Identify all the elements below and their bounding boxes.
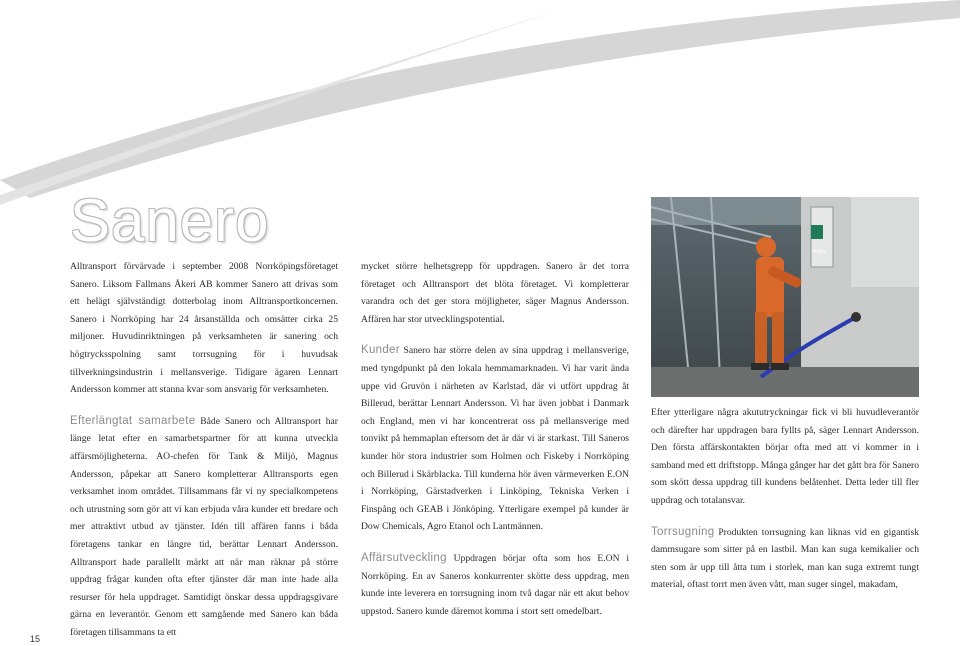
intro-paragraph: Alltransport förvärvade i september 2008 Norrköpingsföretaget Sanero. Liksom Fallmans Åkeri AB kommer Sanero att drivas som ett helägt självständigt dotterbolag inom Alltransportkoncernen. Sanero i Norrköping har 24 årsanställda och omsätter cirka 25 miljoner. Huvudinriktningen på verksamheten är sanering och högtrycksspolning samt torrsugning för i huvudsak tillverkningsindustrin i mellansverige. Tidigare ägaren Lennart Andersson kommer att stanna kvar som ansvarig för verksamheten. [70,261,338,396]
section-affarsutveckling [361,550,629,620]
section-heading: Kunder [361,344,400,357]
section-kunder [361,342,629,536]
continuation-paragraph: Efter ytterligare några akututryckningar fick vi bli huvudleverantör och därefter har uppdragen bara fyllts på, säger Lennart Andersson. Den första affärskontakten börjar ofta med att vi kommer in i samband med ett driftstopp. Många gånger har det gått bra för Sanero som skött dessa uppdrag till kundens belåtenhet. Detta leder till fler uppdrag och totalansvar. [651,407,919,506]
page-number: 15 [30,634,41,644]
photo-sign-text: Bättre [813,249,827,255]
section-body: Uppdragen börjar ofta som hos E.ON i Norrköping. En av Saneros konkurrenter skötte dess uppdrag, men kunde inte leverera en torrsugning inom två dagar när ett akut behov uppstod. Sanero kunde däremot komma i stort sett omedelbart. [361,552,629,617]
section-heading: Torrsugning [651,525,715,538]
section-torrsugning [651,524,919,594]
section-efterlangtat [70,413,338,642]
continuation-paragraph: mycket större helhetsgrepp för uppdragen. Sanero är det torra företaget och Alltransport det blöta företaget. Vi kompletterar varandra och det ger stora möjligheter, säger Magnus Andersson. Affären har stor utvecklingspotential. [361,261,629,325]
section-heading: Efterlängtat samarbete [70,414,196,427]
section-heading: Affärsutveckling [361,551,447,564]
column-1 [70,258,338,641]
worker-photo [651,197,919,397]
page-title: Sanero [70,187,270,254]
section-body: Både Sanero och Alltransport har länge letat efter en samarbetspartner för att kunna utveckla affärsmöjligheterna. AO-chefen för Tank & Miljö, Magnus Andersson, påpekar att Sanero kompletterar Alltransports egen verksamhet inom området. Tillsammans får vi ny specialkompetens och utrustning som gör att vi kan erbjuda våra kunder ett bredare och mer attraktivt utbud av tjänster. Idén till affären fanns i båda företagens tankar en längre tid, berättar Lennart Andersson. Alltransport hade parallellt märkt att när man räknar på större uppdrag frågar kunden ofta efter tjänster där man inte hade alla resurser för hela uppdraget. Samtidigt önskar dessa uppdragsgivare gärna en leverantör. Genom ett samgående med Sanero kan båda företagen tillsammans ta ett [70,415,338,638]
section-body: Produkten torrsugning kan liknas vid en gigantisk dammsugare som sitter på en lastbil. Man kan suga kemikalier och sten som är upp till åtta tum i storlek, man kan suga extremt tungt material, oftast torrt men även vått, man suger singel, makadam, [651,526,919,591]
section-body: Sanero har större delen av sina uppdrag i mellansverige, med tyngdpunkt på den lokala hemmamarknaden. Vi har varit ända uppe vid Gruvön i närheten av Karlstad, där vi utfört uppdrag åt Billerud, berättar Lennart Andersson. Vi har även jobbat i Danmark och England, men vi har koncentrerat oss på mellansverige med tonvikt på hemmaplan eftersom det är där vi är starkast. Till Saneros kunder hör stora industrier som Holmen och Fiskeby i Norrköping och Billerud i Skärblacka. Till kunderna hör även värmeverken E.ON i Norrköping, Gärstadverken i Linköping, Tekniska Verken i Finspång och GEAB i Jönköping. Ytterligare exempel på kunder är Dow Chemicals, Agro Etanol och Lantmännen. [361,345,629,533]
column-2 [361,258,629,620]
column-3 [651,404,919,594]
